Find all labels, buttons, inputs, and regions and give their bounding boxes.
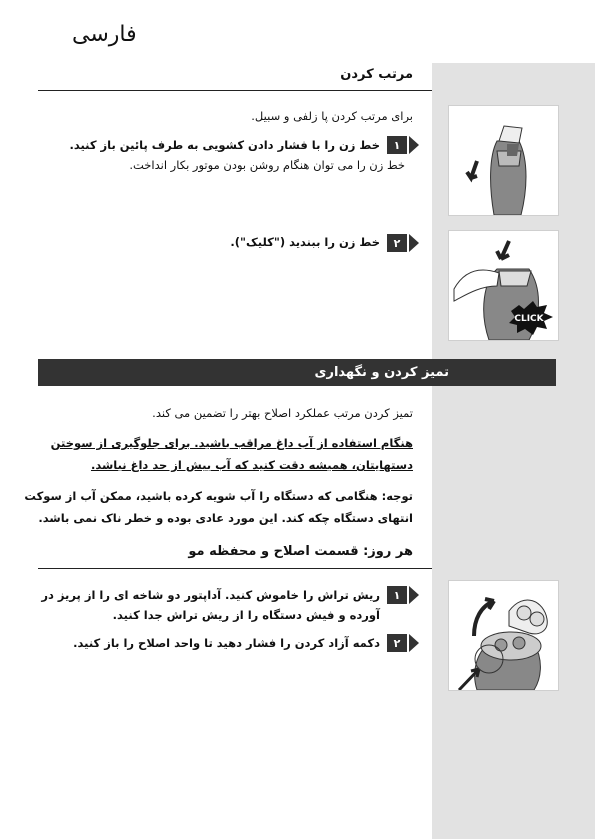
step-badge-2: ۲ [387, 634, 407, 652]
click-label: CLICK [514, 314, 544, 324]
trim-step1-line1: خط زن را با فشار دادن کشویی به طرف پائین باز کنید. [69, 138, 380, 152]
section-title-bar [38, 359, 556, 386]
cleaning-intro: تمیز کردن مرتب عملکرد اصلاح بهتر را تضمین می کند. [152, 406, 413, 420]
subsection-divider [38, 568, 432, 569]
step-badge-1: ۱ [387, 136, 407, 154]
step-arrow-icon [409, 586, 419, 604]
trimming-intro: برای مرتب کردن پا زلفی و سبیل. [251, 109, 413, 123]
shaver-trimmer-close-illustration [448, 230, 559, 341]
step-arrow-icon [409, 234, 419, 252]
trim-step2-line1: خط زن را ببندید ("کلیک"). [230, 235, 380, 249]
section-divider [38, 90, 432, 91]
clean-step1-line1: ریش تراش را خاموش کنید. آداپتور دو شاخه ای را از پریز در [41, 588, 380, 602]
step-arrow-icon [409, 634, 419, 652]
clean-step1-line2: آورده و فیش دستگاه را از ریش تراش جدا کنید. [112, 608, 380, 622]
language-title: فارسی [72, 22, 137, 47]
trim-step1-line2: خط زن را می توان هنگام روشن بودن موتور بکار انداخت. [129, 158, 405, 172]
step-badge-1: ۱ [387, 586, 407, 604]
warning-line-1: هنگام استفاده از آب داغ مراقب باشید. برای جلوگیری از سوختن [50, 436, 413, 450]
step-badge-2: ۲ [387, 234, 407, 252]
shaver-open-head-illustration [448, 580, 559, 691]
subsection-title-daily: هر روز: قسمت اصلاح و محفظه مو [188, 544, 413, 559]
note-line-1: توجه: هنگامی که دستگاه را آب شویه کرده باشید، ممکن آب از سوکت [24, 489, 413, 503]
step-arrow-icon [409, 136, 419, 154]
note-line-2: انتهای دستگاه چکه کند. این مورد عادی بوده و خطر ناک نمی باشد. [38, 511, 413, 525]
section-title-trimming: مرتب کردن [340, 67, 413, 82]
clean-step2-line1: دکمه آزاد کردن را فشار دهید تا واحد اصلاح را باز کنید. [73, 636, 380, 650]
section-title-cleaning: تمیز کردن و نگهداری [314, 365, 449, 380]
warning-line-2: دستهایتان، همیشه دقت کنید که آب بیش از حد داغ نباشد. [90, 458, 413, 472]
shaver-trimmer-open-illustration [448, 105, 559, 216]
